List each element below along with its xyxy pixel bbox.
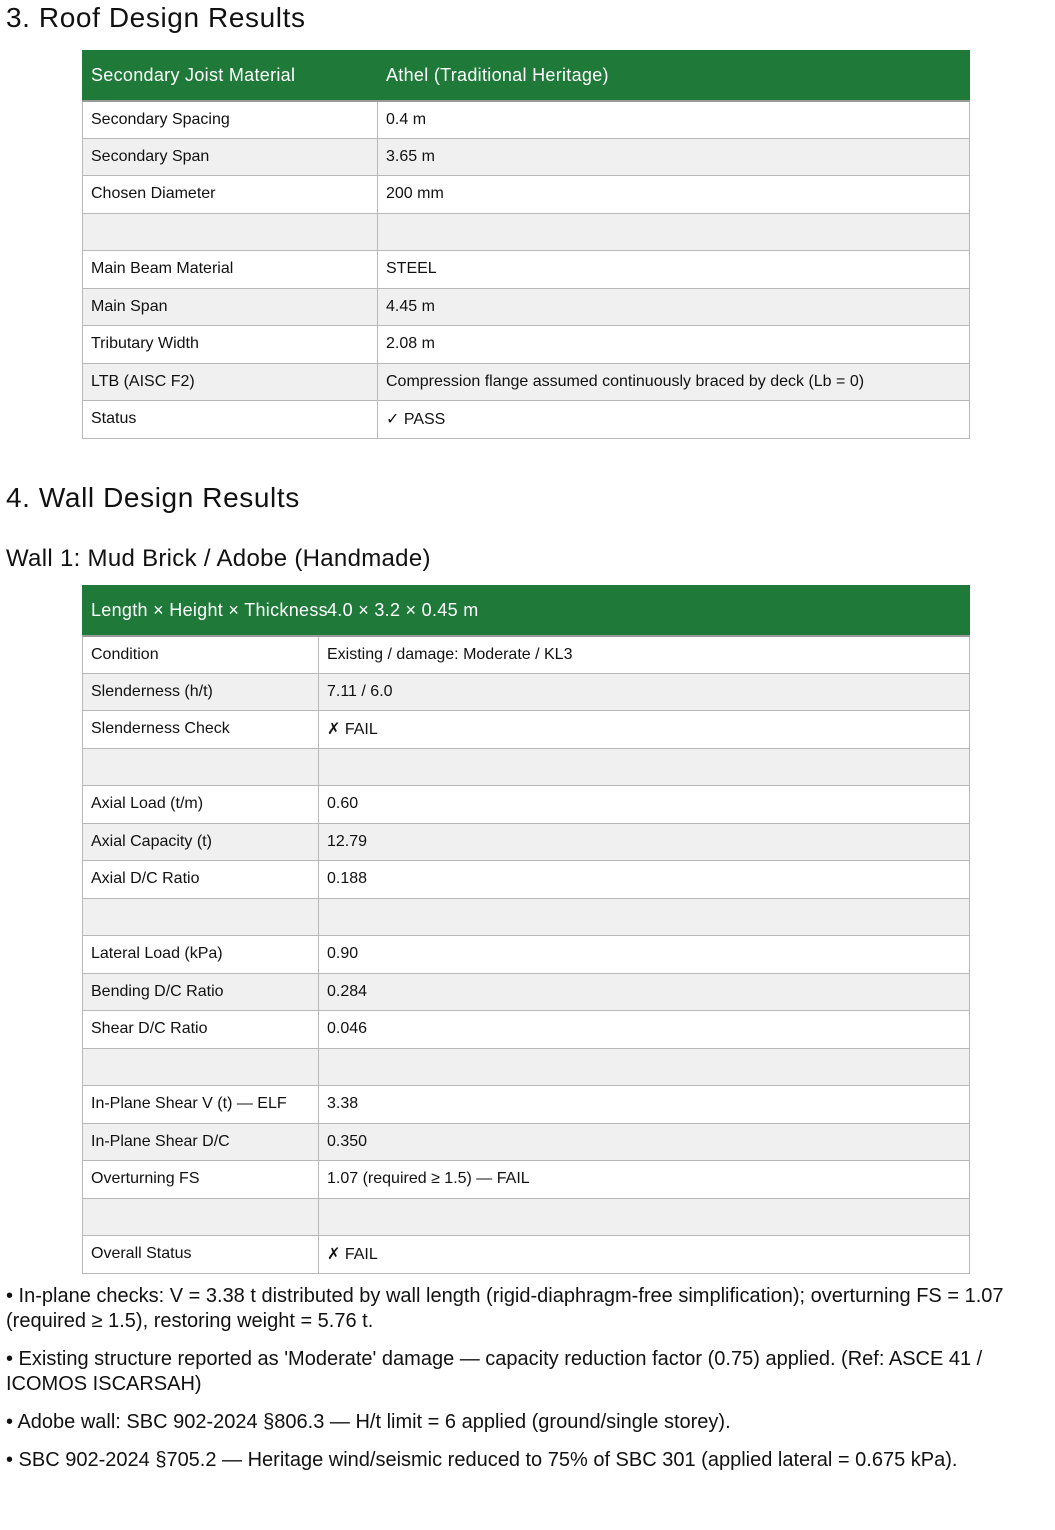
header-value-cell: Athel (Traditional Heritage) [378,51,970,101]
value-cell: 0.4 m [378,101,970,139]
label-cell: Axial D/C Ratio [83,861,319,899]
wall-1-subheading: Wall 1: Mud Brick / Adobe (Handmade) [6,545,431,572]
spacer-row [83,1048,970,1086]
table-row [83,1011,970,1049]
label-cell: Condition [83,636,319,674]
label-cell: Overall Status [83,1236,319,1274]
note-item: • SBC 902-2024 §705.2 — Heritage wind/seismic reduced to 75% of SBC 301 (applied lateral = 0.675 kPa). [6,1449,958,1471]
roof-results-table [82,50,970,439]
value-cell: 4.45 m [378,288,970,326]
label-cell: In-Plane Shear D/C [83,1123,319,1161]
spacer-row [83,213,970,251]
table-row [83,711,970,749]
table-row [83,973,970,1011]
label-cell: Chosen Diameter [83,176,378,214]
value-cell: Existing / damage: Moderate / KL3 [319,636,970,674]
table-row [83,1236,970,1274]
value-cell: 7.11 / 6.0 [319,673,970,711]
value-cell: 12.79 [319,823,970,861]
header-value-cell: 4.0 × 3.2 × 0.45 m [319,586,970,636]
wall-section-heading: 4. Wall Design Results [6,482,300,513]
label-cell [83,898,319,936]
label-cell: Main Beam Material [83,251,378,289]
table-row [83,1123,970,1161]
label-cell: Main Span [83,288,378,326]
label-cell: Overturning FS [83,1161,319,1199]
table-row [83,288,970,326]
label-cell: Secondary Spacing [83,101,378,139]
note-item: • Existing structure reported as 'Moderate' damage — capacity reduction factor (0.75) applied. (Ref: ASCE 41 / ICOMOS ISCARSAH) [6,1348,983,1395]
table-row [83,138,970,176]
label-cell [83,213,378,251]
roof-table-header [83,51,970,101]
table-row [83,176,970,214]
header-label-cell: Length × Height × Thickness [83,586,319,636]
label-cell: Axial Capacity (t) [83,823,319,861]
value-cell: 0.60 [319,786,970,824]
value-cell [319,1048,970,1086]
label-cell: Slenderness (h/t) [83,673,319,711]
table-row [83,936,970,974]
label-cell: Tributary Width [83,326,378,364]
value-cell [319,748,970,786]
value-cell: 3.38 [319,1086,970,1124]
label-cell: Status [83,401,378,439]
label-cell: LTB (AISC F2) [83,363,378,401]
label-cell: In-Plane Shear V (t) — ELF [83,1086,319,1124]
note-item: • In-plane checks: V = 3.38 t distributed by wall length (rigid-diaphragm-free simplification); overturning FS = 1.07 (required ≥ 1.5), restoring weight = 5.76 t. [6,1285,1004,1332]
spacer-row [83,1198,970,1236]
label-cell: Shear D/C Ratio [83,1011,319,1049]
spacer-row [83,898,970,936]
value-cell: ✗ FAIL [319,711,970,749]
label-cell: Bending D/C Ratio [83,973,319,1011]
value-cell: 200 mm [378,176,970,214]
value-cell: 0.284 [319,973,970,1011]
value-cell [378,213,970,251]
table-row [83,251,970,289]
table-row [83,401,970,439]
label-cell [83,748,319,786]
spacer-row [83,748,970,786]
value-cell: 0.046 [319,1011,970,1049]
wall-results-table [82,585,970,1274]
value-cell: 2.08 m [378,326,970,364]
label-cell [83,1048,319,1086]
table-row [83,1086,970,1124]
label-cell [83,1198,319,1236]
table-row [83,786,970,824]
table-row [83,1161,970,1199]
value-cell: 0.350 [319,1123,970,1161]
value-cell [319,898,970,936]
value-cell: 1.07 (required ≥ 1.5) — FAIL [319,1161,970,1199]
value-cell: STEEL [378,251,970,289]
label-cell: Lateral Load (kPa) [83,936,319,974]
table-row [83,101,970,139]
value-cell: 0.90 [319,936,970,974]
value-cell: 3.65 m [378,138,970,176]
value-cell: Compression flange assumed continuously braced by deck (Lb = 0) [378,363,970,401]
label-cell: Slenderness Check [83,711,319,749]
header-label-cell: Secondary Joist Material [83,51,378,101]
value-cell: ✗ FAIL [319,1236,970,1274]
table-row [83,326,970,364]
table-row [83,823,970,861]
value-cell: ✓ PASS [378,401,970,439]
wall-table-header [83,586,970,636]
value-cell: 0.188 [319,861,970,899]
roof-section-heading: 3. Roof Design Results [6,2,306,33]
label-cell: Secondary Span [83,138,378,176]
value-cell [319,1198,970,1236]
label-cell: Axial Load (t/m) [83,786,319,824]
table-row [83,673,970,711]
table-row [83,363,970,401]
table-row [83,861,970,899]
table-row [83,636,970,674]
design-notes [6,1284,1050,1486]
note-item: • Adobe wall: SBC 902-2024 §806.3 — H/t limit = 6 applied (ground/single storey). [6,1411,731,1433]
